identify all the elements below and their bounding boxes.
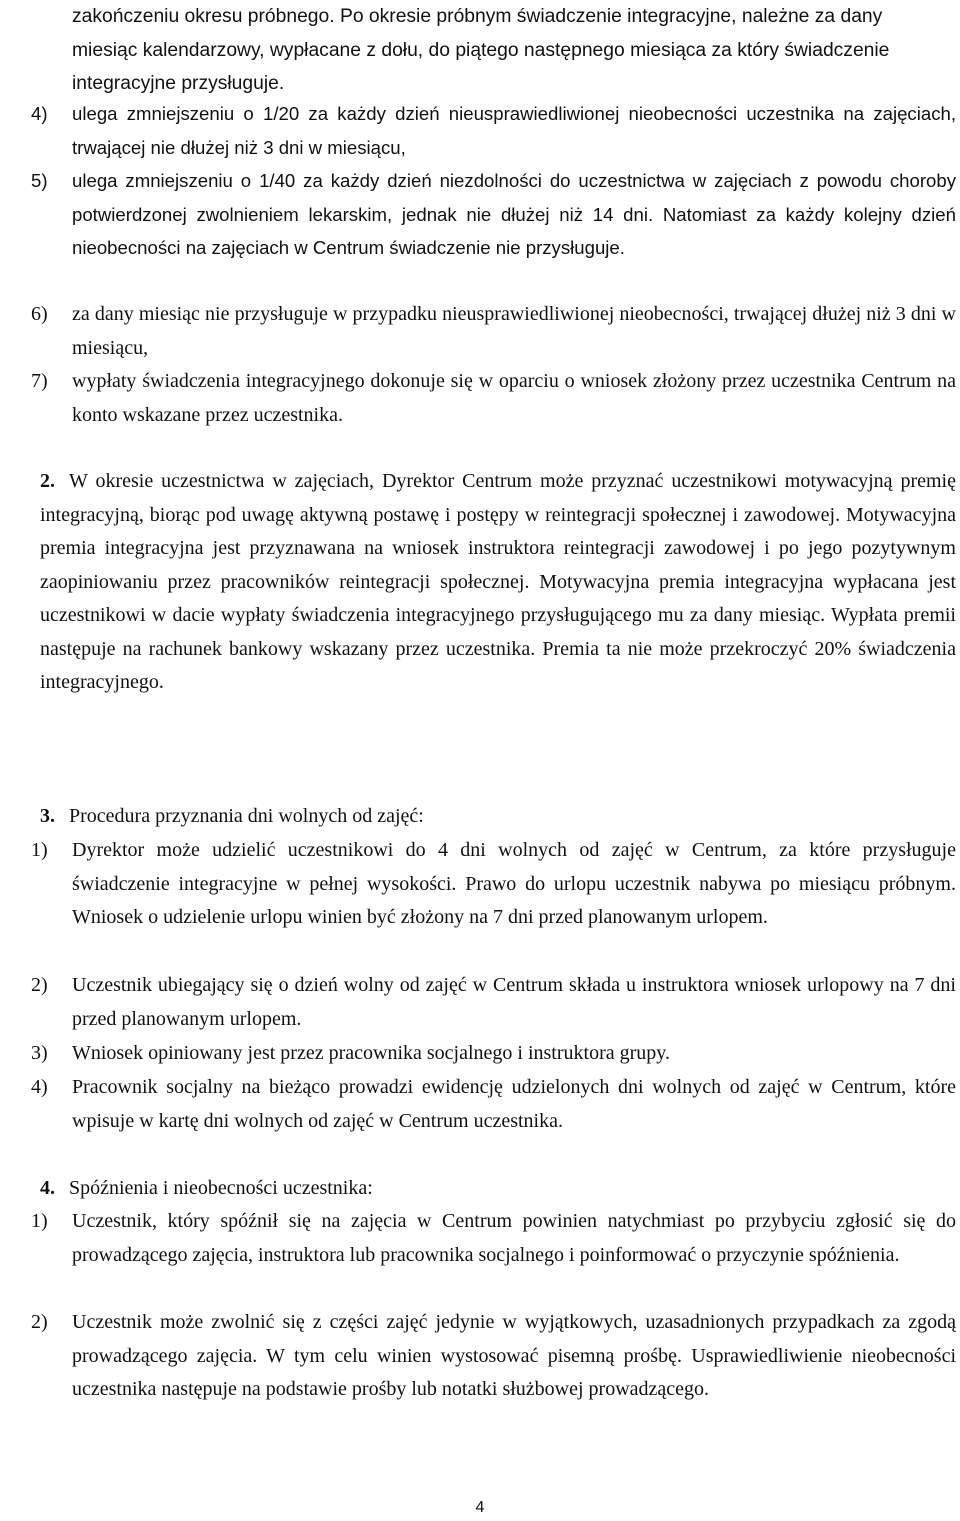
list-item-text: ulega zmniejszeniu o 1/20 za każdy dzień nieusprawiedliwionej nieobecności uczestnika na zajęciach, trwającej nie dłużej niż 3 dni w miesiącu, [72,103,956,158]
list-item-text: Uczestnik, który spóźnił się na zajęcia w Centrum powinien natychmiast po przybyciu zgłosić się do prowadzącego zajęcia, instruktora lub pracownika socjalnego i poinformować o przyczynie spóźnienia. [72,1210,956,1266]
section-heading-text: Spóźnienia i nieobecności uczestnika: [69,1177,373,1199]
section-number: 3. [40,805,55,827]
list-item-text: Uczestnik może zwolnić się z części zajęć jedynie w wyjątkowych, uzasadnionych przypadkach za zgodą prowadzącego zajęcia. W tym celu winien wystosować pisemną prośbę. Usprawiedliwienie nieobecności uczestnika następuje na podstawie prośby lub notatki służbowej prowadzącego. [72,1311,956,1400]
intro-paragraph: zakończeniu okresu próbnego. Po okresie próbnym świadczenie integracyjne, należne za dany miesiąc kalendarzowy, wypłacane z dołu, do piątego następnego miesiąca za który świadczenie integracyjne przysługuje. [72,6,890,94]
list-item-number: 4) [31,1076,48,1098]
list-item-text: Uczestnik ubiegający się o dzień wolny od zajęć w Centrum składa u instruktora wniosek urlopowy na 7 dni przed planowanym urlopem. [72,974,956,1030]
list-item [31,969,956,1036]
list-item [31,1205,956,1272]
list-item-number: 1) [31,1210,48,1232]
section-3-heading [40,800,956,834]
list-item-number: 1) [31,839,48,861]
list-item [31,1071,956,1138]
list-item-text: Dyrektor może udzielić uczestnikowi do 4 dni wolnych od zajęć w Centrum, za które przysługuje świadczenie integracyjne w pełnej wysokości. Prawo do urlopu uczestnik nabywa po miesiącu próbnym. Wniosek o udzielenie urlopu winien być złożony na 7 dni przed planowanym urlopem. [72,839,956,928]
list-item-text: wypłaty świadczenia integracyjnego dokonuje się w oparciu o wniosek złożony przez uczestnika Centrum na konto wskazane przez uczestnika. [72,370,956,426]
list-item-number: 2) [31,1311,48,1333]
section-2-paragraph [40,465,956,700]
list-item [31,365,956,432]
list-item-text: za dany miesiąc nie przysługuje w przypadku nieusprawiedliwionej nieobecności, trwającej dłużej niż 3 dni w miesiącu, [72,303,956,359]
list-item-text: Wniosek opiniowany jest przez pracownika socjalnego i instruktora grupy. [72,1042,670,1064]
list-item [31,1306,956,1407]
list-item [31,1037,956,1071]
section-2-text: W okresie uczestnictwa w zajęciach, Dyrektor Centrum może przyznać uczestnikowi motywacyjną premię integracyjną, biorąc pod uwagę aktywną postawę i postępy w reintegracji społecznej i zawodowej. Motywacyjna premia integracyjna jest przyznawana na wniosek instruktora reintegracji zawodowej i po jego pozytywnym zaopiniowaniu przez pracowników reintegracji społecznej. Motywacyjna premia integracyjna wypłacana jest uczestnikowi w dacie wypłaty świadczenia integracyjnego przysługującego mu za dany miesiąc. Wypłata premii następuje na rachunek bankowy wskazany przez uczestnika. Premia ta nie może przekroczyć 20% świadczenia integracyjnego. [40,470,956,693]
section-number: 2. [40,470,55,492]
list-item-number: 6) [31,303,48,325]
section-number: 4. [40,1177,55,1199]
list-item-number: 5) [31,170,48,191]
list-item-number: 7) [31,370,48,392]
list-item-number: 3) [31,1042,48,1064]
section-heading-text: Procedura przyznania dni wolnych od zajęć: [69,805,424,827]
section-4-heading [40,1172,956,1206]
list-item [31,298,956,365]
list-item-number: 2) [31,974,48,996]
list-item [31,164,956,265]
list-item [31,97,956,164]
list-item-text: Pracownik socjalny na bieżąco prowadzi ewidencję udzielonych dni wolnych od zajęć w Centrum, które wpisuje w kartę dni wolnych od zajęć w Centrum uczestnika. [72,1076,956,1132]
list-item-text: ulega zmniejszeniu o 1/40 za każdy dzień niezdolności do uczestnictwa w zajęciach z powodu choroby potwierdzonej zwolnieniem lekarskim, jednak nie dłużej niż 14 dni. Natomiast za każdy kolejny dzień nieobecności na zajęciach w Centrum świadczenie nie przysługuje. [72,170,956,258]
list-item-number: 4) [31,103,48,124]
list-item [31,834,956,935]
page-number: 4 [475,1499,485,1516]
